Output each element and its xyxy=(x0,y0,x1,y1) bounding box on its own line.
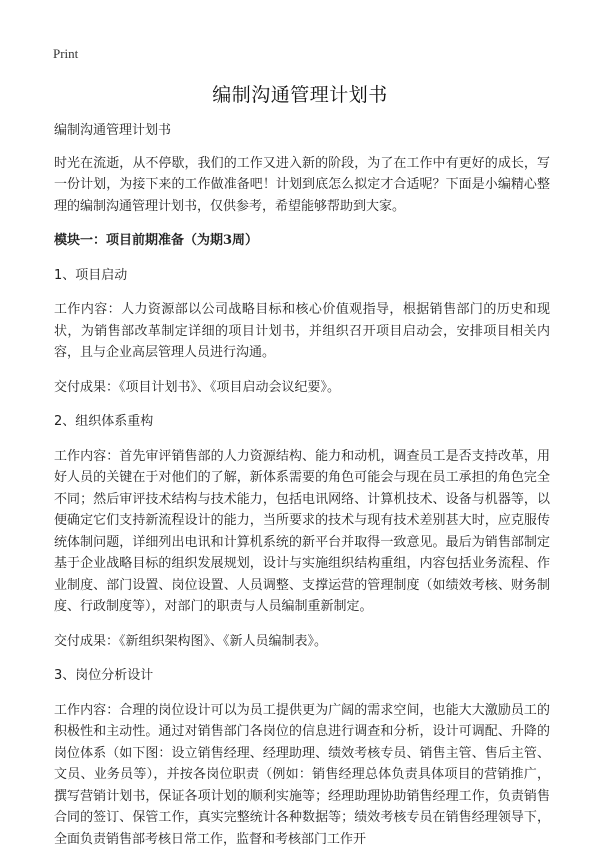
document-subtitle: 编制沟通管理计划书 xyxy=(54,123,172,138)
intro-paragraph: 时光在流逝，从不停歇，我们的工作又进入新的阶段，为了在工作中有更好的成长，写一份计划，为接下来的工作做准备吧！计划到底怎么拟定才合适呢？下面是小编精心整理的编制沟通管理计划书，仅供参考，希望能够帮助到大家。 xyxy=(54,155,550,214)
section-work-content: 工作内容：合理的岗位设计可以为员工提供更为广阔的需求空间，也能大大激励员工的积极性和主动性。通过对销售部门各岗位的信息进行调查和分析，设计可调配、升降的岗位体系（如下图：设立销售经理、经理助理、绩效考核专员、销售主管、售后主管、文员、业务员等），并按各岗位职责（例如：销售经理总体负责具体项目的营销推广，撰写营销计划书，保证各项计划的顺利实施等；经理助理协助销售经理工作，负责销售合同的签订、保管工作，真实完整统计各种数据等；绩效考核专员在销售经理领导下，全面负责销售部考核日常工作，监督和考核部门工作开 xyxy=(54,702,550,847)
document-title: 编制沟通管理计划书 xyxy=(212,84,388,106)
document-body xyxy=(54,120,550,863)
section-deliverables: 交付成果：《新组织架构图》、《新人员编制表》。 xyxy=(54,633,328,649)
print-link[interactable]: Print xyxy=(53,46,79,61)
module-heading: 模块一：项目前期准备（为期3周） xyxy=(54,233,259,248)
section-deliverables: 交付成果：《项目计划书》、《项目启动会议纪要》。 xyxy=(54,379,341,395)
section-heading-project-kickoff: 1、项目启动 xyxy=(54,267,128,283)
section-work-content: 工作内容：人力资源部以公司战略目标和核心价值观指导，根据销售部门的历史和现状，为销售部改革制定详细的项目计划书，并组织召开项目启动会，安排项目相关内容，且与企业高层管理人员进行沟通。 xyxy=(54,302,550,360)
section-heading-org-restructure: 2、组织体系重构 xyxy=(54,414,154,429)
section-heading-job-analysis: 3、岗位分析设计 xyxy=(54,668,154,683)
section-work-content: 工作内容：首先审评销售部的人力资源结构、能力和动机，调查员工是否支持改革，用好人员的关键在于对他们的了解，新体系需要的角色可能会与现在员工承担的角色完全不同；然后审评技术结构与技术能力，包括电讯网络、计算机技术、设备与机器等，以便确定它们支持新流程设计的能力，当所要求的技术与现有技术差别甚大时，应克服传统体制问题，详细列出电讯和计算机系统的新平台并取得一致意见。最后为销售部制定基于企业战略目标的组织发展规划，设计与实施组织结构重组，内容包括业务流程、作业制度、部门设置、岗位设置、人员调整、支撑运营的管理制度（如绩效考核、财务制度、行政制度等），对部门的职责与人员编制重新制定。 xyxy=(54,448,550,614)
